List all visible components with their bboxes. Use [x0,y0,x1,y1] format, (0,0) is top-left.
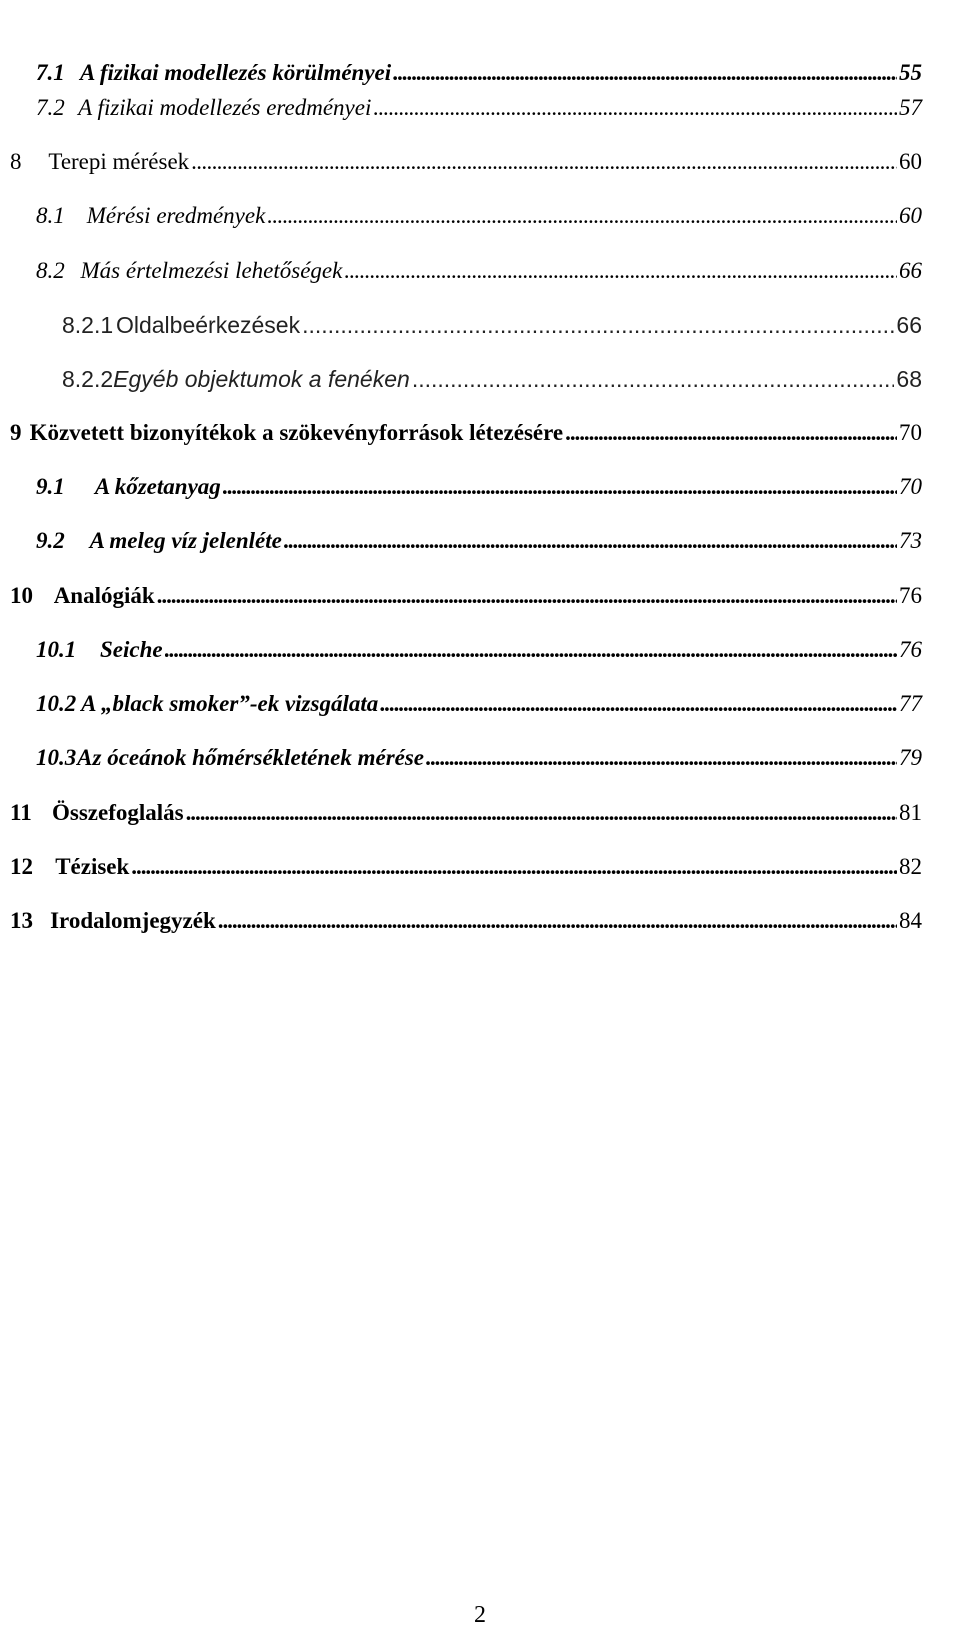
toc-entry-number: 11 [10,800,32,825]
toc-leader-dots [412,366,895,392]
toc-entry-9-2[interactable] [36,520,922,554]
toc-leader-dots [344,258,897,284]
toc-entry-9-1[interactable] [36,466,922,500]
toc-entry-7-1[interactable] [36,52,922,86]
toc-entry-title: A kőzetanyag [94,474,221,499]
toc-entry-title: Analógiák [53,583,155,608]
toc-entry-10-3[interactable] [36,737,922,771]
toc-leader-dots [165,637,897,663]
toc-entry-number: 8.2 [36,258,65,283]
toc-entry-page: 76 [899,637,922,662]
toc-entry-number: 8.2.1 [62,312,114,338]
toc-entry-number: 9 [10,420,22,445]
toc-entry-number: 10 [10,583,33,608]
toc-entry-title: Közvetett bizonyítékok a szökevényforrások létezésére [29,420,564,445]
toc-leader-dots [380,691,897,717]
toc-entry-7-2[interactable] [36,87,922,121]
toc-entry-title: Összefoglalás [51,800,184,825]
toc-entry-number: 8 [10,149,22,174]
toc-entry-page: 70 [899,474,922,499]
toc-entry-11[interactable] [10,792,922,826]
toc-entry-title: A meleg víz jelenléte [89,528,282,553]
toc-entry-title: Az óceánok hőmérsékletének mérése [77,745,425,770]
toc-entry-8-2-1[interactable] [62,304,922,338]
toc-entry-page: 82 [899,854,922,879]
toc-entry-page: 84 [899,908,922,933]
toc-entry-title: Seiche [100,637,163,662]
toc-entry-title: A „black smoker”-ek vizsgálata [81,691,379,716]
page-number: 2 [474,1602,486,1628]
toc-entry-8[interactable] [10,141,922,175]
toc-entry-page: 77 [899,691,922,716]
toc-entry-title: Tézisek [55,854,130,879]
toc-leader-dots [131,854,897,880]
toc-leader-dots [223,474,897,500]
toc-entry-number: 7.1 [36,60,65,85]
toc-entry-title: Terepi mérések [48,149,190,174]
toc-entry-page: 66 [896,312,922,338]
toc-entry-page: 70 [899,420,922,445]
toc-entry-title: A fizikai modellezés eredményei [78,95,372,120]
toc-leader-dots [373,95,897,121]
toc-leader-dots [565,420,897,446]
toc-entry-number: 7.2 [36,95,65,120]
toc-entry-12[interactable] [10,846,922,880]
toc-leader-dots [186,800,897,826]
toc-entry-9[interactable] [10,412,922,446]
toc-leader-dots [284,528,897,554]
toc-entry-number: 8.2.2 [62,366,114,392]
toc-entry-title: Oldalbeérkezések [115,312,301,338]
toc-entry-8-2-2[interactable] [62,358,922,392]
toc-leader-dots [191,149,897,175]
toc-leader-dots [426,745,897,771]
toc-entry-number: 8.1 [36,203,65,228]
toc-leader-dots [267,203,897,229]
toc-entry-page: 66 [899,258,922,283]
toc-entry-title: Más értelmezési lehetőségek [80,258,343,283]
toc-entry-title: Irodalomjegyzék [50,908,216,933]
toc-entry-10-2[interactable] [36,683,922,717]
toc-leader-dots [393,60,897,86]
toc-entry-page: 55 [899,60,922,85]
toc-entry-8-2[interactable] [36,250,922,284]
toc-entry-page: 57 [899,95,922,120]
toc-entry-10[interactable] [10,575,922,609]
toc-entry-number: 10.3 [36,745,77,770]
toc-entry-number: 9.1 [36,474,65,499]
toc-entry-number: 10.1 [36,637,77,662]
toc-entry-title: Mérési eredmények [86,203,266,228]
toc-entry-page: 60 [899,203,922,228]
toc-entry-title: Egyéb objektumok a fenéken [113,366,410,392]
toc-entry-number: 10.2 [36,691,77,716]
toc-entry-8-1[interactable] [36,195,922,229]
toc-entry-page: 68 [896,366,922,392]
toc-entry-page: 73 [899,528,922,553]
toc-entry-number: 13 [10,908,33,933]
toc-entry-title: A fizikai modellezés körülményei [80,60,392,85]
toc-entry-number: 9.2 [36,528,65,553]
toc-entry-page: 81 [899,800,922,825]
toc-entry-page: 60 [899,149,922,174]
toc-entry-10-1[interactable] [36,629,922,663]
toc-leader-dots [302,312,894,338]
toc-entry-number: 12 [10,854,33,879]
toc-entry-13[interactable] [10,900,922,934]
toc-leader-dots [157,583,897,609]
toc-entry-page: 79 [899,745,922,770]
toc-leader-dots [218,908,897,934]
toc-entry-page: 76 [899,583,922,608]
